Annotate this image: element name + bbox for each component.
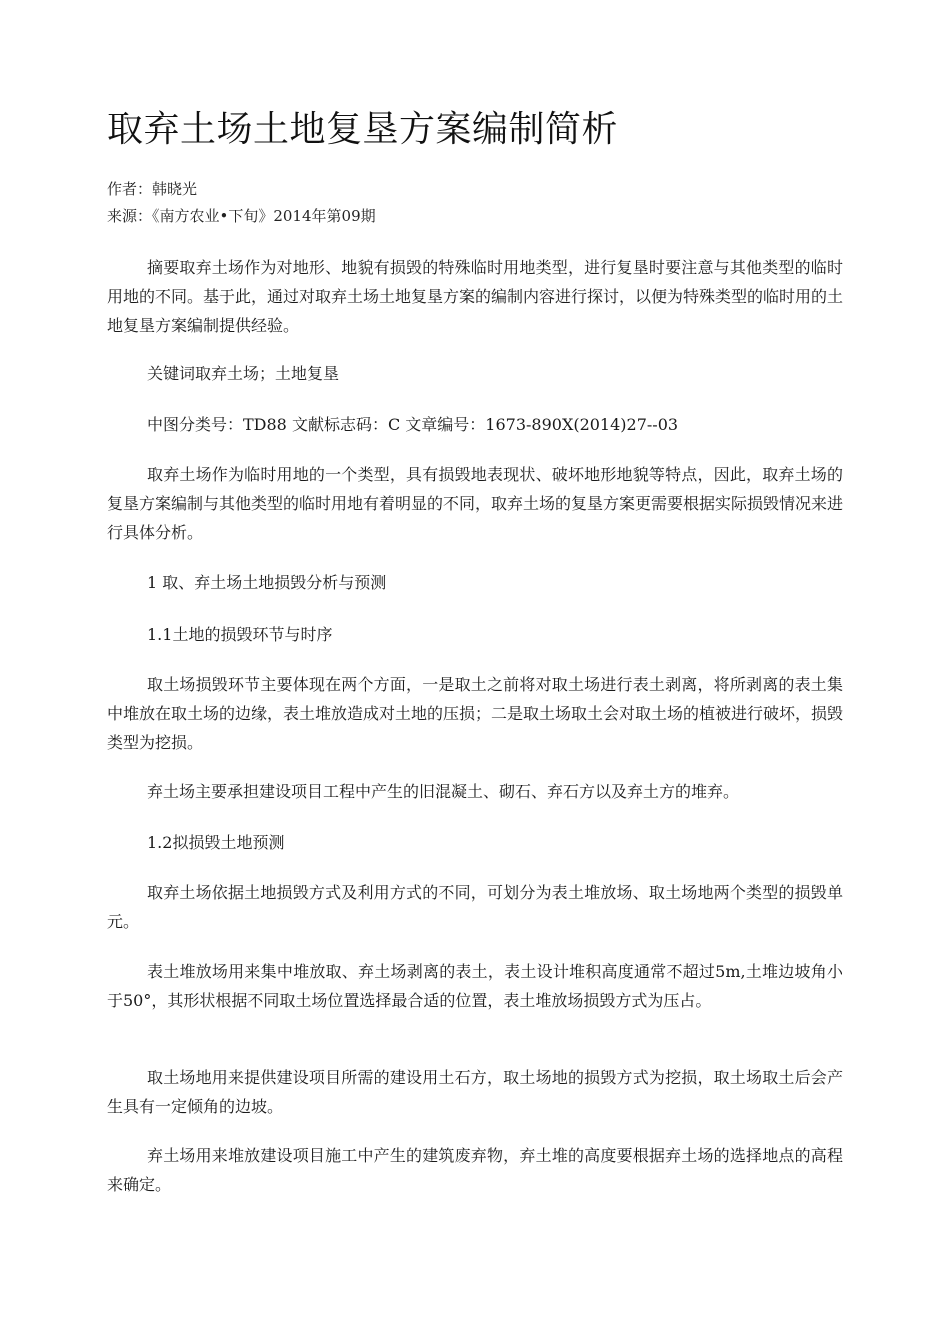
borrow-area-paragraph: 取土场地用来提供建设项目所需的建设用土石方，取土场地的损毁方式为挖损，取土场取土后会产生具有一定倾角的边坡。: [107, 1068, 843, 1116]
classification-text: 中图分类号：TD88 文献标志码：C 文章编号：1673-890X(2014)27--03: [147, 415, 679, 434]
take-soil-paragraph: 取土场损毁环节主要体现在两个方面，一是取土之前将对取土场进行表土剥离，将所剥离的表土集中堆放在取土场的边缘，表土堆放造成对土地的压损；二是取土场取土会对取土场的植被进行破坏，损毁类型为挖损。: [107, 675, 844, 752]
classification-line: [107, 410, 843, 439]
section-1-2-heading: 1.2拟损毁土地预测: [147, 833, 285, 852]
topsoil-paragraph: 表土堆放场用来集中堆放取、弃土场剥离的表土，表土设计堆积高度通常不超过5m,土堆边坡角小于50°，其形状根据不同取土场位置选择最合适的位置，表土堆放场损毁方式为压占。: [107, 962, 843, 1010]
author-line: 作者：韩晓光: [107, 180, 198, 198]
dump-soil-paragraph: 弃土场主要承担建设项目工程中产生的旧混凝土、砌石、弃石方以及弃土方的堆弃。: [147, 782, 740, 801]
keywords-line: 关键词取弃土场；土地复垦: [147, 364, 340, 383]
intro-paragraph: 取弃土场作为临时用地的一个类型，具有损毁地表现状、破坏地形地貌等特点，因此，取弃土场的复垦方案编制与其他类型的临时用地有着明显的不同，取弃土场的复垦方案更需要根据实际损毁情况来进行具体分析。: [107, 465, 844, 542]
damage-units-paragraph: 取弃土场依据土地损毁方式及利用方式的不同，可划分为表土堆放场、取土场地两个类型的损毁单元。: [107, 883, 843, 931]
article-title: 取弃土场土地复垦方案编制简析: [107, 109, 619, 150]
abstract-paragraph: 摘要取弃土场作为对地形、地貌有损毁的特殊临时用地类型，进行复垦时要注意与其他类型的临时用地的不同。基于此，通过对取弃土场土地复垦方案的编制内容进行探讨，以便为特殊类型的临时用的土地复垦方案编制提供经验。: [107, 258, 844, 335]
section-1-1-heading: 1.1土地的损毁环节与时序: [147, 625, 333, 644]
spoil-area-paragraph: 弃土场用来堆放建设项目施工中产生的建筑废弃物，弃土堆的高度要根据弃土场的选择地点的高程来确定。: [107, 1146, 843, 1194]
source-line: 来源：《南方农业•下旬》2014年第09期: [107, 207, 376, 225]
section-1-heading: 1 取、弃土场土地损毁分析与预测: [147, 573, 387, 592]
